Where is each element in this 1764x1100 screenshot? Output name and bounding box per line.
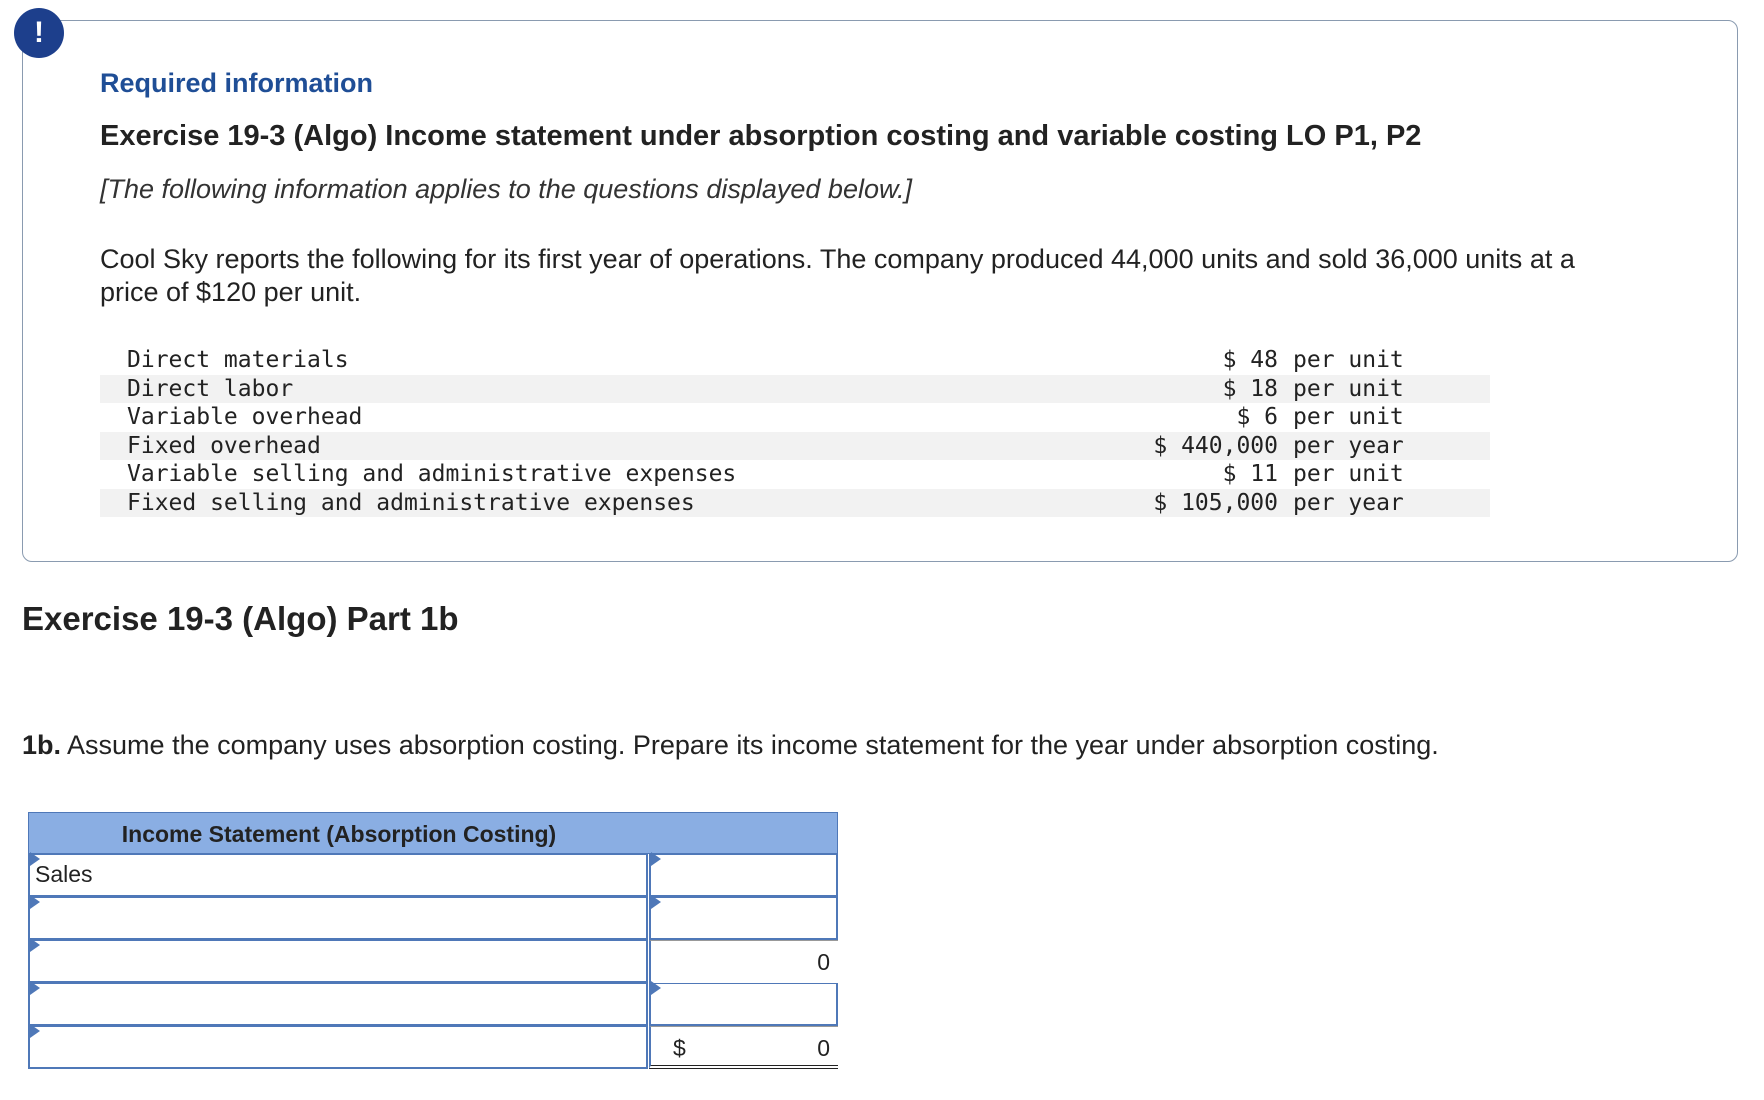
cost-unit: per unit bbox=[1293, 347, 1404, 373]
exercise-description: Cool Sky reports the following for its first year of operations. The company produced 44,000 units and sold 36,000 units at a price of $120 per unit. bbox=[100, 244, 1575, 307]
income-statement-header bbox=[28, 812, 838, 854]
cost-label: Direct materials bbox=[127, 347, 349, 373]
cost-amount: $ 48 bbox=[1222, 347, 1278, 373]
cost-unit: per unit bbox=[1293, 375, 1404, 402]
cost-label: Fixed selling and administrative expenses bbox=[127, 489, 695, 516]
total-amount bbox=[649, 1026, 838, 1069]
cost-row bbox=[100, 460, 1490, 489]
table-row bbox=[28, 897, 838, 940]
dropdown-flag-icon bbox=[30, 981, 40, 995]
line-item-dropdown[interactable] bbox=[28, 897, 648, 940]
table-row bbox=[28, 983, 838, 1026]
currency-symbol: $ bbox=[673, 1035, 686, 1061]
question-text bbox=[22, 730, 1439, 761]
amount-input[interactable] bbox=[649, 897, 838, 940]
dropdown-flag-icon bbox=[30, 852, 40, 866]
calculated-amount bbox=[649, 940, 838, 983]
table-row bbox=[28, 940, 838, 983]
dropdown-flag-icon bbox=[30, 938, 40, 952]
cost-unit: per unit bbox=[1293, 461, 1404, 487]
exercise-title: Exercise 19-3 (Algo) Income statement under absorption costing and variable costing LO P1, P2 bbox=[100, 120, 1422, 152]
dropdown-flag-icon bbox=[30, 895, 40, 909]
question-body: Assume the company uses absorption costing. Prepare its income statement for the year under absorption costing. bbox=[67, 730, 1439, 760]
input-flag-icon bbox=[651, 895, 661, 909]
cost-amount: $ 11 bbox=[1222, 461, 1278, 487]
cost-row bbox=[100, 375, 1490, 404]
input-flag-icon bbox=[651, 981, 661, 995]
exclamation-icon: ! bbox=[14, 8, 64, 58]
cost-data-table bbox=[100, 346, 1490, 517]
amount-value: 0 bbox=[817, 949, 830, 975]
amount-value: 0 bbox=[817, 1035, 830, 1061]
cost-amount: $ 105,000 bbox=[1153, 489, 1278, 516]
line-item-dropdown[interactable] bbox=[28, 983, 648, 1026]
cost-row bbox=[100, 489, 1490, 518]
table-row bbox=[28, 1026, 838, 1069]
cost-row bbox=[100, 346, 1490, 375]
cost-unit: per year bbox=[1293, 489, 1404, 516]
input-flag-icon bbox=[651, 852, 661, 866]
amount-input[interactable] bbox=[649, 854, 838, 897]
question-prefix: 1b. bbox=[22, 730, 62, 760]
line-item-label: Sales bbox=[35, 861, 93, 887]
cost-amount: $ 6 bbox=[1236, 404, 1278, 430]
table-row bbox=[28, 854, 838, 897]
cost-unit: per year bbox=[1293, 432, 1404, 459]
cost-amount: $ 18 bbox=[1222, 375, 1278, 402]
amount-input[interactable] bbox=[649, 983, 838, 1026]
cost-unit: per unit bbox=[1293, 404, 1404, 430]
income-statement-table bbox=[28, 812, 838, 1069]
income-statement-title: Income Statement (Absorption Costing) bbox=[121, 821, 557, 847]
dropdown-flag-icon bbox=[30, 1024, 40, 1038]
cost-row bbox=[100, 403, 1490, 432]
line-item-dropdown[interactable] bbox=[28, 854, 648, 897]
cost-label: Variable overhead bbox=[127, 404, 363, 430]
line-item-dropdown[interactable] bbox=[28, 1026, 648, 1069]
cost-label: Direct labor bbox=[127, 375, 294, 402]
part-heading: Exercise 19-3 (Algo) Part 1b bbox=[22, 600, 459, 637]
cost-row bbox=[100, 432, 1490, 461]
cost-label: Variable selling and administrative expenses bbox=[127, 461, 737, 487]
line-item-dropdown[interactable] bbox=[28, 940, 648, 983]
cost-label: Fixed overhead bbox=[127, 432, 321, 459]
required-information-label: Required information bbox=[100, 68, 374, 98]
cost-amount: $ 440,000 bbox=[1153, 432, 1278, 459]
exercise-note: [The following information applies to the questions displayed below.] bbox=[100, 174, 912, 204]
